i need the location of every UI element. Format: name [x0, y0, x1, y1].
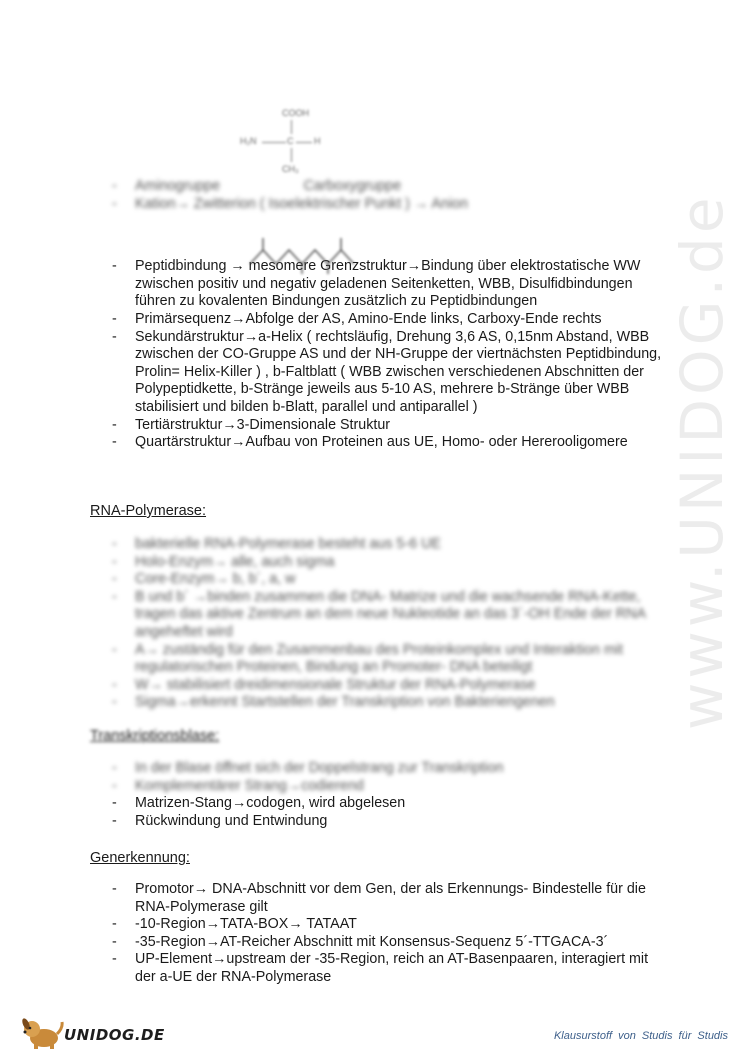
footer-tagline: Klausurstoff von Studis für Studis	[553, 1030, 728, 1042]
list-item: - Core-Enzym→ b, b´, a, w	[112, 571, 672, 589]
list-item: - Holo-Enzym→ alle, auch sigma	[112, 554, 672, 572]
logo-text: UNIDOG.DE	[64, 1026, 165, 1044]
list-item: - -10-Region→TATA-BOX→ TATAAT	[112, 916, 672, 934]
list-item: - Quartärstruktur→Aufbau von Proteinen aus UE, Homo- oder Hererooligomere	[112, 434, 672, 452]
list-item: - Matrizen-Stang→codogen, wird abgelesen	[112, 795, 672, 813]
generkennung-heading: Generkennung:	[90, 850, 190, 866]
list-item: - A→ zuständig für den Zusammenbau des Proteinkomplex und Interaktion mit regulatorischen Proteinen, Bindung an Promoter- DNA beteiligt	[112, 642, 672, 677]
list-item: - B und b´ →binden zusammen die DNA- Matrize und die wachsende RNA-Kette, tragen das aktive Zentrum an dem neue Nukleotide an das 3´-OH Ende der RNA angeheftet wird	[112, 589, 672, 642]
peptide-bond-structure	[245, 236, 360, 276]
rna-polymerase-heading: RNA-Polymerase:	[90, 503, 207, 519]
list-item: - Rückwindung und Entwindung	[112, 813, 672, 831]
cooh-label: COOH	[282, 108, 309, 118]
generkennung-list	[112, 881, 672, 987]
list-item: - -35-Region→AT-Reicher Abschnitt mit Konsensus-Sequenz 5´-TTGACA-3´	[112, 934, 672, 952]
list-item: - Peptidbindung → mesomere Grenzstruktur→Bindung über elektrostatische WW zwischen positiv und negativ geladenen Seitenketten, WBB, Disulfidbindungen führen zu kovalenten Bindungen zusätzlich zu Peptidbindungen	[112, 258, 672, 311]
transkriptionsblase-list	[112, 760, 672, 830]
list-item: - In der Blase öffnet sich der Doppelstrang zur Transkription	[112, 760, 672, 778]
dog-logo-icon	[20, 1016, 64, 1050]
ch3-label: CH₃	[282, 164, 299, 174]
list-item: - bakterielle RNA-Polymerase besteht aus 5-6 UE	[112, 536, 672, 554]
list-item: - Aminogruppe Carboxygruppe	[112, 178, 672, 196]
list-item: - Sekundärstruktur→a-Helix ( rechtsläufig, Drehung 3,6 AS, 0,15nm Abstand, WBB zwischen der CO-Gruppe AS und der NH-Gruppe der viertnächsten Peptidbindung, Prolin= Helix-Killer ) , b-Faltblatt ( WBB zwischen verschiedenen Abschnitten der Polypeptidkette, b-Stränge jeweils aus 5-10 AS, mehrere b-Stränge über WBB stabilisiert und bilden b-Blatt, parallel und antiparallel )	[112, 329, 672, 417]
list-item: - Tertiärstruktur→3-Dimensionale Struktur	[112, 417, 672, 435]
h2n-label: H₂N	[240, 136, 257, 146]
list-item: - Kation→ Zwitterion ( Isoelektrischer Punkt ) → Anion	[112, 196, 672, 214]
transkriptionsblase-heading: Transkriptionsblase:	[90, 728, 220, 744]
list-item: - Promotor→ DNA-Abschnitt vor dem Gen, der als Erkennungs- Bindestelle für die RNA-Polymerase gilt	[112, 881, 672, 916]
list-item: - Sigma→erkennt Startstellen der Transkription von Bakteriengenen	[112, 694, 672, 712]
list-item: - W→ stabilisiert dreidimensionale Struktur der RNA-Polymerase	[112, 677, 672, 695]
rna-polymerase-list	[112, 536, 672, 712]
list-item: - Komplementärer Strang→codierend	[112, 778, 672, 796]
list-item: - Primärsequenz→Abfolge der AS, Amino-Ende links, Carboxy-Ende rechts	[112, 311, 672, 329]
h-label: H	[314, 136, 321, 146]
amino-acid-structure: COOH H₂N C H CH₃	[240, 108, 321, 174]
protein-structure-list	[112, 178, 672, 452]
list-item: - UP-Element→upstream der -35-Region, reich an AT-Basenpaaren, interagiert mit der a-UE der RNA-Polymerase	[112, 951, 672, 986]
watermark: www.UNIDOG.de	[668, 193, 736, 730]
